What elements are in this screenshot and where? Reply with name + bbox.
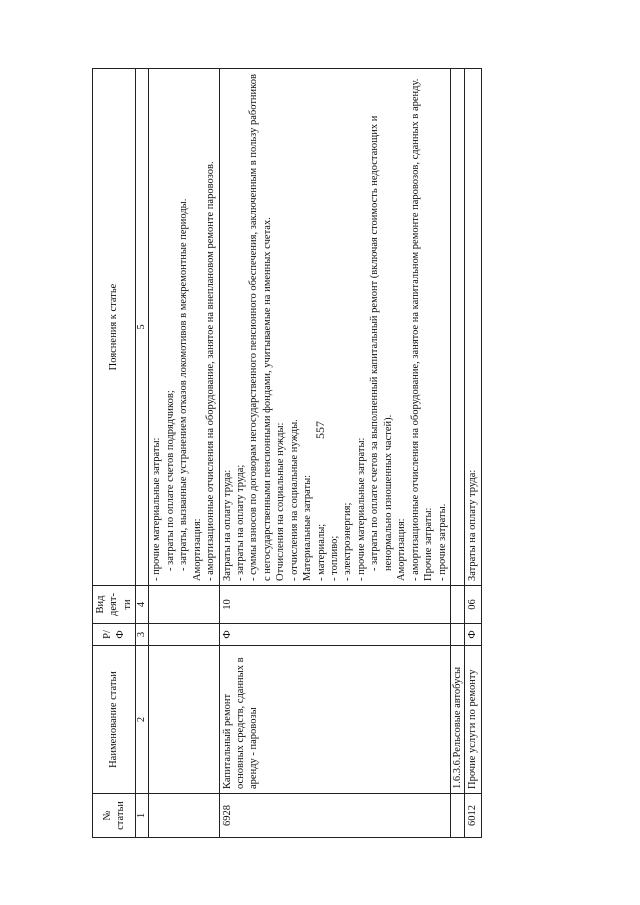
activity-type-cell: 10 [219,586,450,624]
explanation-line: - затраты по оплате счетов за выполненный капитальный ремонт (включая стоимость недостающих и ненормально изношенных частей). [369,115,394,571]
table-row [465,69,481,838]
article-number-cell: 6012 [465,794,481,838]
rf-cell [450,624,464,646]
explanation-line: Затраты на оплату труда: [467,469,479,581]
article-number-cell [450,794,464,838]
table-body [149,69,482,838]
explanation-line: - суммы взносов по договорам негосударственного пенсионного обеспечения, заключенным в пользу работников с негосударственными пенсионными фондами, учитываемые на именных счетах. [248,74,273,581]
explanation-line: Материальные затраты: [302,474,314,581]
column-number-row [136,69,149,838]
activity-type-cell: 06 [465,586,481,624]
header-activity-type: Вид деят-ти [93,586,136,624]
explanation-line: Амортизация: [396,518,408,581]
explanation-cell [465,69,481,586]
table-header-row [93,69,136,838]
rf-cell: Ф [465,624,481,646]
explanation-line: - топливо; [329,535,340,581]
article-number-cell [149,794,219,838]
explanation-cell [219,69,450,586]
table-row [450,69,464,838]
explanation-cell [450,69,464,586]
column-number: 3 [136,624,149,646]
column-number: 4 [136,586,149,624]
explanation-line: Отчисления на социальные нужды: [275,422,287,581]
explanation-cell [149,69,219,586]
header-explanations: Пояснения к статье [93,69,136,586]
activity-type-cell [149,586,219,624]
explanation-line: Затраты на оплату труда: [221,469,233,581]
explanation-line: - отчисления на социальные нужды. [288,419,300,581]
article-number-cell: 6928 [219,794,450,838]
header-rf: Р/ Ф [93,624,136,646]
explanation-line: - амортизационные отчисления на оборудование, занятое на капитальном ремонте паровозов, сданных в аренду. [409,78,421,581]
document-table-container [92,68,564,838]
column-number: 2 [136,646,149,794]
article-name-cell: Капитальный ремонт основных средств, сданных в аренду - паровозы [219,646,450,794]
articles-table [92,68,482,838]
explanation-line: Прочие затраты: [423,507,435,581]
article-name-cell: Прочие услуги по ремонту [465,646,481,794]
page-number: 557 [313,421,327,439]
table-row [149,69,219,838]
explanation-line: - материалы; [315,523,327,581]
rf-cell: Ф [219,624,450,646]
explanation-line: - прочие материальные затраты: [151,437,163,581]
explanation-line: - амортизационные отчисления на оборудование, занятое на внеплановом ремонте паровозов. [205,161,217,581]
header-article-name: Наименование статьи [93,646,136,794]
explanation-line: - затраты, вызванные устранением отказов локомотивов в межремонтные периоды. [178,198,190,571]
explanation-line: - прочие затраты. [436,503,448,581]
article-name-cell [149,646,219,794]
activity-type-cell [450,586,464,624]
column-number: 1 [136,794,149,838]
column-number: 5 [136,69,149,586]
explanation-line: - затраты на оплату труда; [234,464,246,581]
explanation-line: Амортизация: [191,518,203,581]
explanation-line: - электроэнергия; [342,502,354,581]
header-article-number: № статьи [93,794,136,838]
article-name-cell: 1.6.3.6.Рельсовые автобусы [450,646,464,794]
table-row [219,69,450,838]
rf-cell [149,624,219,646]
explanation-line: - затраты по оплате счетов подрядчиков; [164,390,176,571]
explanation-line: - прочие материальные затраты: [355,437,367,581]
